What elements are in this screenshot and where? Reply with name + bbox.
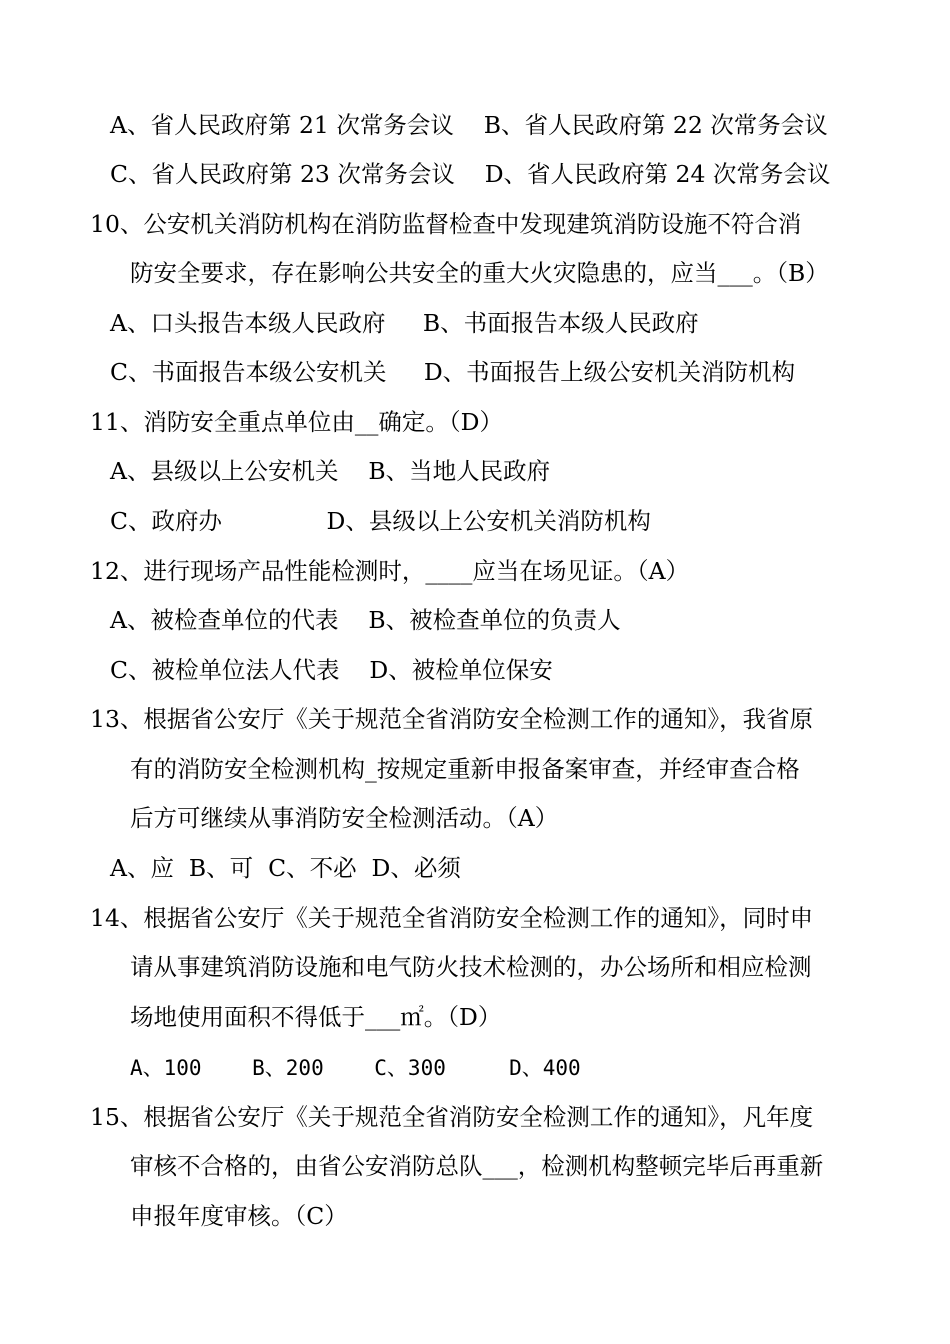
- question-11: 11、消防安全重点单位由__确定。（D）: [90, 408, 503, 436]
- option-line: A、被检查单位的代表 B、被检查单位的负责人: [110, 606, 621, 634]
- option-line: A、县级以上公安机关 B、当地人民政府: [110, 457, 551, 485]
- option-line: C、政府办 D、县级以上公安机关消防机构: [110, 507, 651, 535]
- question-14: 14、根据省公安厅《关于规范全省消防安全检测工作的通知》，同时申: [90, 904, 814, 932]
- option-line: C、省人民政府第 23 次常务会议 D、省人民政府第 24 次常务会议: [110, 160, 831, 188]
- question-13: 13、根据省公安厅《关于规范全省消防安全检测工作的通知》，我省原: [90, 705, 814, 733]
- question-14-cont: 请从事建筑消防设施和电气防火技术检测的，办公场所和相应检测: [130, 953, 812, 981]
- question-15-cont: 申报年度审核。（C）: [130, 1202, 348, 1230]
- question-15: 15、根据省公安厅《关于规范全省消防安全检测工作的通知》，凡年度: [90, 1103, 814, 1131]
- question-14-cont: 场地使用面积不得低于___㎡。（D）: [130, 1003, 502, 1031]
- question-13-cont: 有的消防安全检测机构_按规定重新申报备案审查，并经审查合格: [130, 755, 800, 783]
- question-15-cont: 审核不合格的，由省公安消防总队___，检测机构整顿完毕后再重新: [130, 1152, 824, 1180]
- question-10-cont: 防安全要求，存在影响公共安全的重大火灾隐患的，应当___。（B）: [130, 259, 829, 287]
- option-line: A、省人民政府第 21 次常务会议 B、省人民政府第 22 次常务会议: [110, 111, 828, 139]
- question-12: 12、进行现场产品性能检测时，____应当在场见证。（A）: [90, 557, 690, 585]
- option-line: C、被检单位法人代表 D、被检单位保安: [110, 656, 553, 684]
- option-line: A、口头报告本级人民政府 B、书面报告本级人民政府: [110, 309, 699, 337]
- option-line: A、应 B、可 C、不必 D、必须: [110, 854, 461, 882]
- option-line: A、100 B、200 C、300 D、400: [130, 1056, 581, 1080]
- question-13-cont: 后方可继续从事消防安全检测活动。（A）: [130, 804, 559, 832]
- option-line: C、书面报告本级公安机关 D、书面报告上级公安机关消防机构: [110, 358, 796, 386]
- question-10: 10、公安机关消防机构在消防监督检查中发现建筑消防设施不符合消: [90, 210, 802, 238]
